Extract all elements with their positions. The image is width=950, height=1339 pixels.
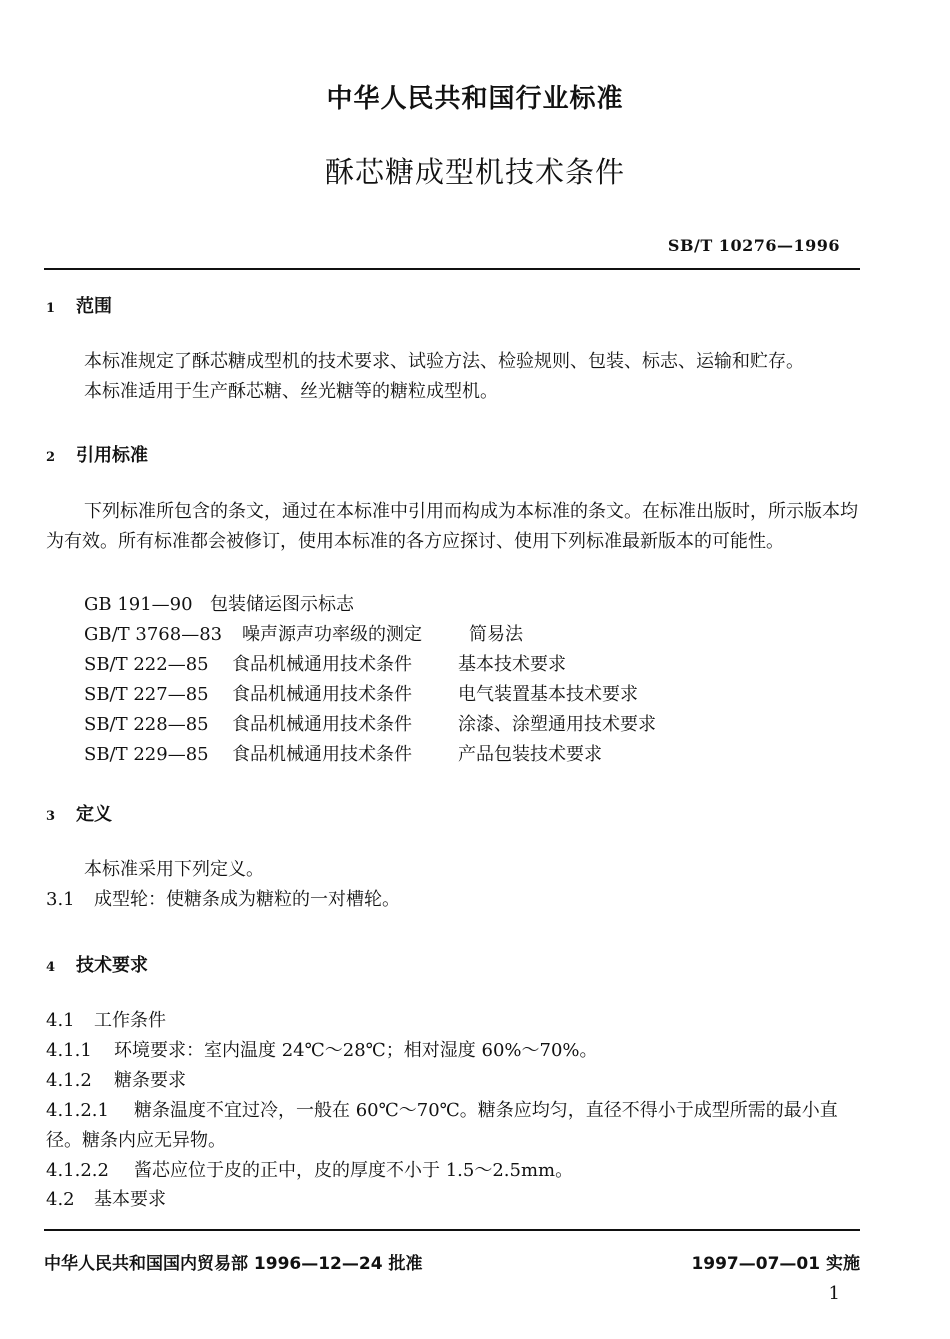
clause-number: 4.1.2: [46, 1070, 92, 1091]
clause-text: 糖条要求: [114, 1070, 186, 1091]
section-3-title: 定义: [76, 804, 112, 825]
reference-subtitle: 简易法: [469, 624, 523, 645]
reference-subtitle: 涂漆、涂塑通用技术要求: [458, 714, 656, 735]
implementation-date: 1997—07—01 实施: [691, 1254, 860, 1274]
definition-text: 成型轮：使糖条成为糖粒的一对槽轮。: [94, 889, 400, 910]
section-3-number: 3: [46, 809, 56, 824]
clause-4-1: [46, 1006, 166, 1036]
clause-4-1-2: [46, 1066, 186, 1096]
section-2-heading: [46, 441, 148, 467]
footer-rule: [44, 1229, 860, 1231]
section-2-number: 2: [46, 450, 56, 465]
reference-code: SB/T 228—85: [84, 714, 209, 735]
reference-name: 食品机械通用技术条件: [232, 714, 412, 735]
definition-3-1: [46, 885, 400, 915]
reference-row: [84, 650, 566, 676]
clause-text: 工作条件: [94, 1010, 166, 1031]
section-1-paragraph-2: 本标准适用于生产酥芯糖、丝光糖等的糖粒成型机。: [84, 381, 498, 402]
clause-text: 酱芯应位于皮的正中，皮的厚度不小于 1.5～2.5mm。: [134, 1160, 574, 1181]
section-4-title: 技术要求: [76, 955, 148, 976]
section-2-title: 引用标准: [76, 445, 148, 466]
reference-name: 食品机械通用技术条件: [232, 654, 412, 675]
clause-4-1-2-2: [46, 1156, 573, 1186]
clause-text: 基本要求: [94, 1189, 166, 1210]
section-1-paragraph-1: 本标准规定了酥芯糖成型机的技术要求、试验方法、检验规则、包装、标志、运输和贮存。: [84, 351, 804, 372]
page-number: 1: [828, 1283, 840, 1304]
reference-subtitle: 电气装置基本技术要求: [458, 684, 638, 705]
definition-number: 3.1: [46, 889, 75, 910]
section-4-heading: [46, 951, 148, 977]
clause-number: 4.1.2.1: [46, 1100, 109, 1121]
clause-4-1-2-1: [46, 1096, 864, 1156]
approval-note: 中华人民共和国国内贸易部 1996—12—24 批准: [44, 1254, 423, 1274]
clause-text: 环境要求：室内温度 24℃～28℃；相对湿度 60%～70%。: [114, 1040, 598, 1061]
clause-number: 4.1.1: [46, 1040, 92, 1061]
section-1-title: 范围: [76, 296, 112, 317]
clause-number: 4.1.2.2: [46, 1160, 109, 1181]
header-rule: [44, 268, 860, 270]
reference-subtitle: 产品包装技术要求: [458, 744, 602, 765]
standard-code: SB/T 10276—1996: [667, 236, 840, 255]
reference-row: [84, 680, 638, 706]
reference-code: SB/T 229—85: [84, 744, 209, 765]
section-3-paragraph: 本标准采用下列定义。: [84, 859, 264, 880]
section-1-heading: [46, 292, 112, 318]
reference-name: 包装储运图示标志: [210, 594, 354, 615]
clause-number: 4.1: [46, 1010, 75, 1031]
reference-code: GB 191—90: [84, 594, 193, 615]
reference-name: 噪声源声功率级的测定: [242, 624, 422, 645]
reference-subtitle: 基本技术要求: [458, 654, 566, 675]
reference-name: 食品机械通用技术条件: [232, 684, 412, 705]
reference-code: SB/T 222—85: [84, 654, 209, 675]
reference-row: [84, 740, 602, 766]
clause-4-2: [46, 1185, 166, 1215]
document-title: 酥芯糖成型机技术条件: [324, 155, 625, 189]
clause-number: 4.2: [46, 1189, 75, 1210]
org-title: 中华人民共和国行业标准: [326, 84, 624, 114]
reference-row: [84, 620, 523, 646]
section-3-heading: [46, 800, 112, 826]
reference-name: 食品机械通用技术条件: [232, 744, 412, 765]
reference-code: SB/T 227—85: [84, 684, 209, 705]
clause-4-1-1: [46, 1036, 598, 1066]
reference-code: GB/T 3768—83: [84, 624, 223, 645]
reference-row: [84, 590, 354, 616]
section-1-number: 1: [46, 301, 56, 316]
section-4-number: 4: [46, 960, 56, 975]
clause-text: 糖条温度不宜过冷，一般在 60℃～70℃。糖条应均匀，直径不得小于成型所需的最小直径。糖条内应无异物。: [46, 1100, 838, 1151]
reference-row: [84, 710, 656, 736]
section-2-intro: 下列标准所包含的条文，通过在本标准中引用而构成为本标准的条文。在标准出版时，所示版本均为有效。所有标准都会被修订，使用本标准的各方应探讨、使用下列标准最新版本的可能性。: [46, 501, 858, 552]
